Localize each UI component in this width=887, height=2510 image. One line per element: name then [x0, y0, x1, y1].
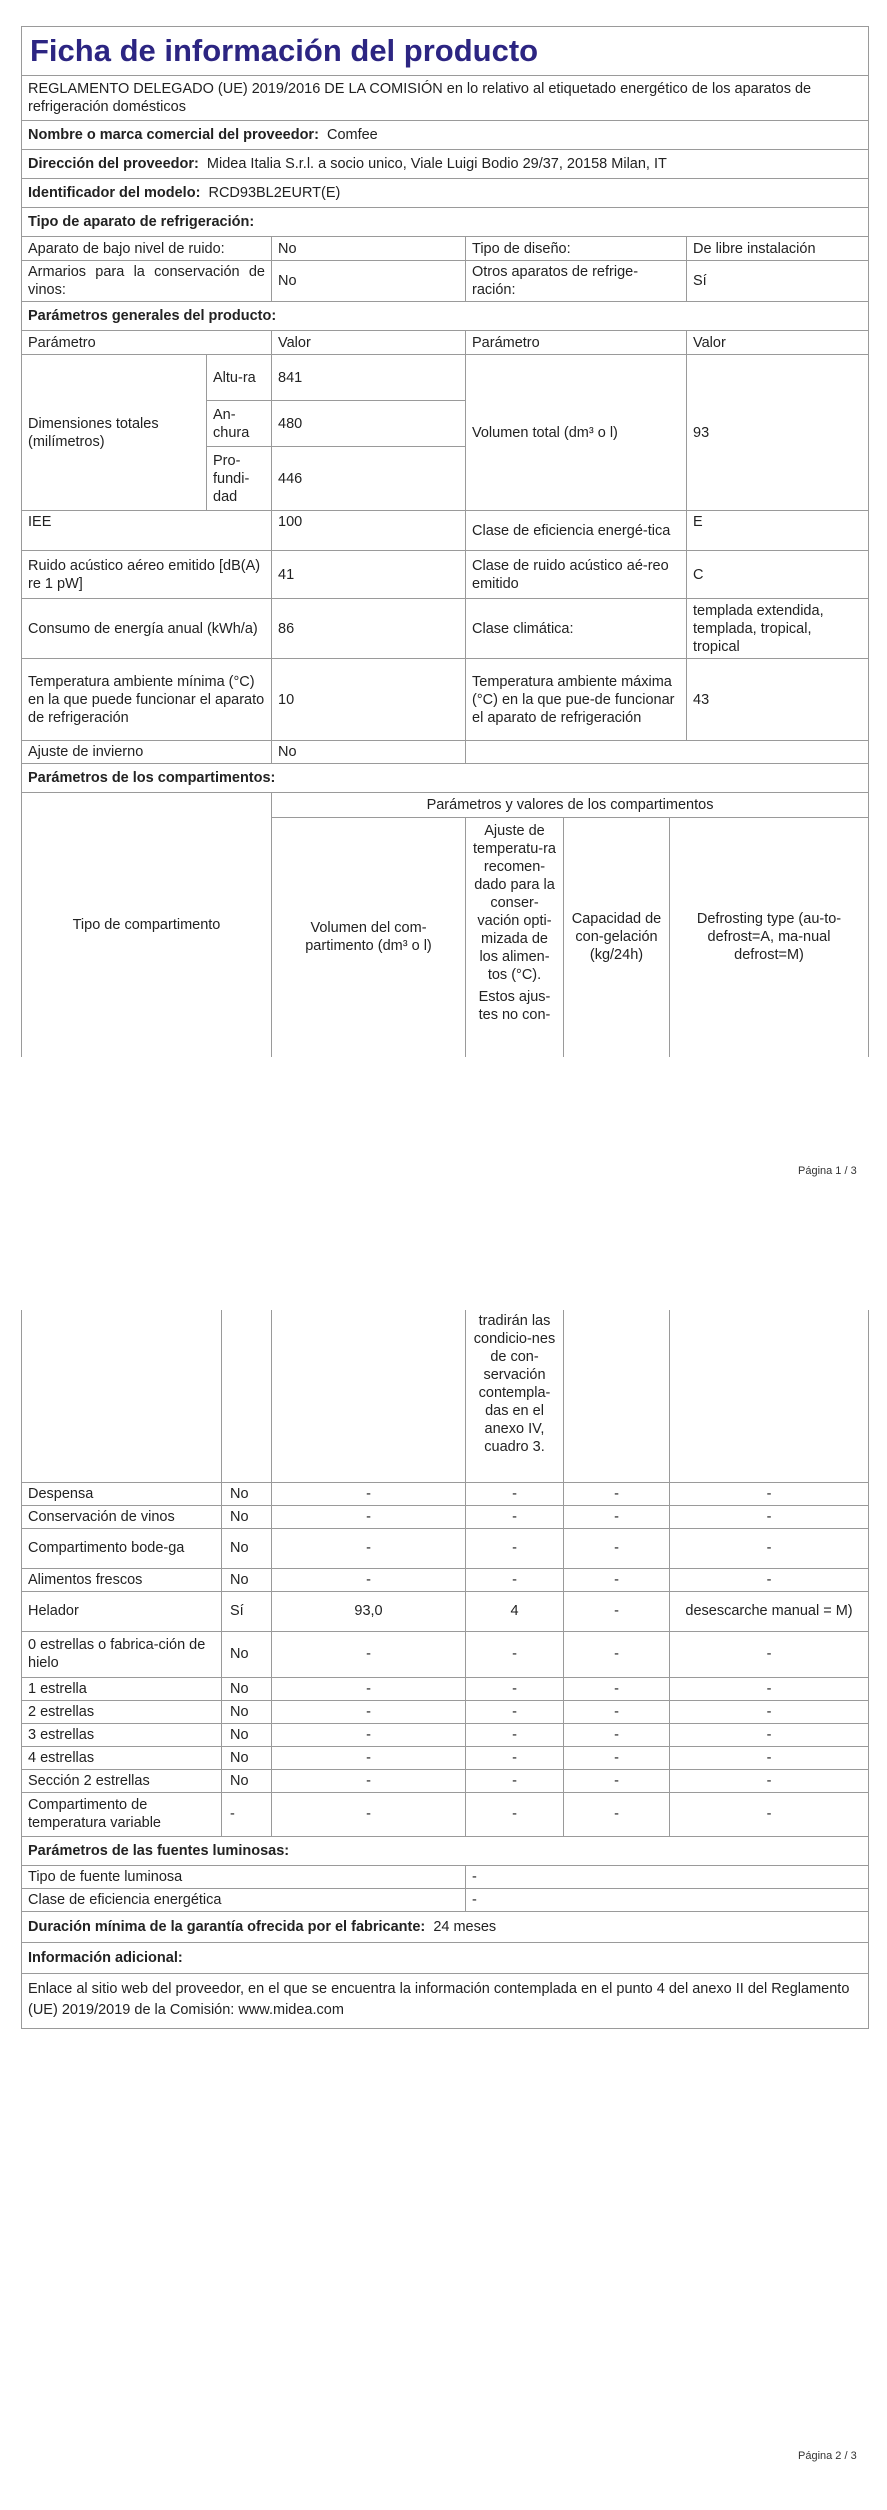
address-row: [22, 150, 869, 179]
comp-freeze: -: [564, 1769, 670, 1792]
table-row: [22, 1631, 869, 1677]
comp-temp: -: [466, 1723, 564, 1746]
light-heading: Parámetros de las fuentes luminosas:: [22, 1837, 869, 1866]
comp-defrost: -: [670, 1677, 869, 1700]
comp-present: No: [222, 1677, 272, 1700]
model-row: [22, 179, 869, 208]
depth-label: Pro-fundi-dad: [207, 447, 272, 511]
comp-temp: -: [466, 1505, 564, 1528]
noise-value: 41: [272, 551, 466, 599]
comp-present: No: [222, 1723, 272, 1746]
comp-defrost: -: [670, 1568, 869, 1591]
comp-defrost: -: [670, 1769, 869, 1792]
comp-temp: -: [466, 1631, 564, 1677]
table-row: [22, 1482, 869, 1505]
regulation-text: REGLAMENTO DELEGADO (UE) 2019/2016 DE LA COMISIÓN en lo relativo al etiquetado energético de los aparatos de refrigeración domésticos: [22, 76, 869, 121]
comp-name: 0 estrellas o fabrica-ción de hielo: [22, 1631, 222, 1677]
col-param-2: Parámetro: [466, 331, 687, 355]
comp-present: Sí: [222, 1591, 272, 1631]
tmax-value: 43: [687, 659, 869, 741]
col-value: Valor: [272, 331, 466, 355]
comp-name: 4 estrellas: [22, 1746, 222, 1769]
additional-text: Enlace al sitio web del proveedor, en el que se encuentra la información contemplada en el punto 4 del anexo II del Reglamento (UE) 2019/2019 de la Comisión: www.midea.com: [22, 1973, 869, 2028]
comp-temp: -: [466, 1792, 564, 1836]
address-value: Midea Italia S.r.l. a socio unico, Viale Luigi Bodio 29/37, 20158 Milan, IT: [206, 156, 667, 172]
tmin-label: Temperatura ambiente mínima (°C) en la que puede funcionar el aparato de refrigeración: [22, 659, 272, 741]
comp-defrost: -: [670, 1528, 869, 1568]
type-heading: Tipo de aparato de refrigeración:: [22, 208, 869, 237]
comp-volume: 93,0: [272, 1591, 466, 1631]
comp-name: Alimentos frescos: [22, 1568, 222, 1591]
table-row: [22, 1723, 869, 1746]
model-value: RCD93BL2EURT(E): [208, 185, 341, 201]
noise-class-value: C: [687, 551, 869, 599]
low-noise-label: Aparato de bajo nivel de ruido:: [22, 237, 272, 261]
comp-name: 2 estrellas: [22, 1700, 222, 1723]
design-label: Tipo de diseño:: [466, 237, 687, 261]
page-1: [21, 26, 868, 1057]
comp-defrost: -: [670, 1700, 869, 1723]
eff-value: E: [687, 511, 869, 551]
noise-label: Ruido acústico aéreo emitido [dB(A) re 1 pW]: [22, 551, 272, 599]
comp-present: No: [222, 1700, 272, 1723]
volume-value: 93: [687, 355, 869, 511]
light-type-value: -: [466, 1865, 869, 1888]
design-value: De libre instalación: [687, 237, 869, 261]
comp-present: No: [222, 1482, 272, 1505]
comp-freeze: -: [564, 1631, 670, 1677]
product-info-table: [21, 26, 869, 793]
tmin-value: 10: [272, 659, 466, 741]
general-heading: Parámetros generales del producto:: [22, 302, 869, 331]
winter-value: No: [272, 741, 466, 764]
comp-defrost: -: [670, 1631, 869, 1677]
energy-value: 86: [272, 599, 466, 659]
iee-label: IEE: [22, 511, 272, 551]
energy-label: Consumo de energía anual (kWh/a): [22, 599, 272, 659]
climate-value: templada extendida, templada, tropical, tropical: [687, 599, 869, 659]
light-class-value: -: [466, 1888, 869, 1911]
comp-temp: -: [466, 1769, 564, 1792]
width-label: An-chura: [207, 401, 272, 447]
compartments-header-table: [21, 793, 869, 1057]
comp-name: Sección 2 estrellas: [22, 1769, 222, 1792]
comp-name: 3 estrellas: [22, 1723, 222, 1746]
comp-volume: -: [272, 1505, 466, 1528]
comp-defrost: -: [670, 1792, 869, 1836]
warranty-value: 24 meses: [433, 1918, 497, 1935]
comp-type-header: Tipo de compartimento: [22, 793, 272, 1057]
col-param: Parámetro: [22, 331, 272, 355]
comp-volume: -: [272, 1677, 466, 1700]
comp-super-header: Parámetros y valores de los compartimentos: [272, 793, 869, 817]
comp-freeze: -: [564, 1591, 670, 1631]
warranty-label: Duración mínima de la garantía ofrecida por el fabricante:: [28, 1918, 426, 1935]
comp-temp-header: [466, 817, 564, 1057]
comp-freeze: -: [564, 1723, 670, 1746]
comp-defrost: -: [670, 1505, 869, 1528]
depth-value: 446: [272, 447, 466, 511]
light-type-label: Tipo de fuente luminosa: [22, 1865, 466, 1888]
brand-value: Comfee: [326, 127, 378, 143]
comp-present: No: [222, 1505, 272, 1528]
comp-temp: -: [466, 1482, 564, 1505]
comp-freeze: -: [564, 1528, 670, 1568]
table-row: [22, 1591, 869, 1631]
comp-freeze: -: [564, 1568, 670, 1591]
brand-label: Nombre o marca comercial del proveedor:: [28, 127, 319, 143]
comp-present: No: [222, 1528, 272, 1568]
comp-defrost: -: [670, 1723, 869, 1746]
comp-defrost: desescarche manual = M): [670, 1591, 869, 1631]
other-value: Sí: [687, 261, 869, 302]
wine-value: No: [272, 261, 466, 302]
table-row: [22, 1677, 869, 1700]
comp-volume: -: [272, 1568, 466, 1591]
iee-value: 100: [272, 511, 466, 551]
table-row: [22, 1568, 869, 1591]
comp-freeze-header: Capacidad de con-gelación (kg/24h): [564, 817, 670, 1057]
comp-name: 1 estrella: [22, 1677, 222, 1700]
tmax-label: Temperatura ambiente máxima (°C) en la que pue-de funcionar el aparato de refrigeración: [466, 659, 687, 741]
table-row: [22, 1769, 869, 1792]
comp-volume: -: [272, 1700, 466, 1723]
light-class-label: Clase de eficiencia energética: [22, 1888, 466, 1911]
light-table: [21, 1837, 869, 2029]
comp-volume: -: [272, 1769, 466, 1792]
table-row: [22, 1528, 869, 1568]
table-row: [22, 1792, 869, 1836]
volume-label: Volumen total (dm³ o l): [466, 355, 687, 511]
page-number-1: Página 1 / 3: [798, 1165, 857, 1177]
warranty-row: [22, 1911, 869, 1942]
comp-present: No: [222, 1746, 272, 1769]
table-row: [22, 1700, 869, 1723]
noise-class-label: Clase de ruido acústico aé-reo emitido: [466, 551, 687, 599]
height-label: Altu-ra: [207, 355, 272, 401]
comp-present: -: [222, 1792, 272, 1836]
comp-defrost-header: Defrosting type (au-to-defrost=A, ma-nual defrost=M): [670, 817, 869, 1057]
eff-label: Clase de eficiencia energé-tica: [466, 511, 687, 551]
table-row: [22, 1505, 869, 1528]
comp-volume: -: [272, 1482, 466, 1505]
comp-freeze: -: [564, 1505, 670, 1528]
dims-label: Dimensiones totales (milímetros): [22, 355, 207, 511]
comp-temp: -: [466, 1528, 564, 1568]
comp-temp: 4: [466, 1591, 564, 1631]
additional-heading: Información adicional:: [22, 1942, 869, 1973]
comp-vol-header: Volumen del com-partimento (dm³ o l): [272, 817, 466, 1057]
comp-freeze: -: [564, 1792, 670, 1836]
comp-temp-note-start: Estos ajus-tes no con-: [478, 988, 551, 1023]
comp-freeze: -: [564, 1746, 670, 1769]
comp-temp-note-cont: tradirán las condicio-nes de con-servación contempla-das en el anexo IV, cuadro 3.: [466, 1310, 564, 1482]
comp-temp: -: [466, 1568, 564, 1591]
wine-label: Armarios para la conservación de vinos:: [22, 261, 272, 302]
address-label: Dirección del proveedor:: [28, 156, 199, 172]
comp-volume: -: [272, 1792, 466, 1836]
height-value: 841: [272, 355, 466, 401]
comp-name: Despensa: [22, 1482, 222, 1505]
compartments-heading: Parámetros de los compartimentos:: [22, 764, 869, 793]
comp-present: No: [222, 1769, 272, 1792]
compartments-table: [21, 1310, 869, 1837]
comp-volume: -: [272, 1746, 466, 1769]
other-label: Otros aparatos de refrige-ración:: [466, 261, 687, 302]
page-title: Ficha de información del producto: [22, 27, 869, 76]
comp-defrost: -: [670, 1482, 869, 1505]
comp-freeze: -: [564, 1700, 670, 1723]
comp-freeze: -: [564, 1677, 670, 1700]
table-row: [22, 1746, 869, 1769]
comp-volume: -: [272, 1528, 466, 1568]
comp-temp: -: [466, 1677, 564, 1700]
low-noise-value: No: [272, 237, 466, 261]
col-value-2: Valor: [687, 331, 869, 355]
comp-defrost: -: [670, 1746, 869, 1769]
comp-volume: -: [272, 1631, 466, 1677]
page-number-2: Página 2 / 3: [798, 2450, 857, 2462]
comp-temp: -: [466, 1746, 564, 1769]
page-2: [21, 1310, 868, 2029]
comp-temp: -: [466, 1700, 564, 1723]
comp-name: Compartimento de temperatura variable: [22, 1792, 222, 1836]
comp-name: Helador: [22, 1591, 222, 1631]
comp-freeze: -: [564, 1482, 670, 1505]
comp-present: No: [222, 1568, 272, 1591]
climate-label: Clase climática:: [466, 599, 687, 659]
comp-present: No: [222, 1631, 272, 1677]
comp-volume: -: [272, 1723, 466, 1746]
brand-row: [22, 121, 869, 150]
comp-name: Conservación de vinos: [22, 1505, 222, 1528]
winter-label: Ajuste de invierno: [22, 741, 272, 764]
comp-name: Compartimento bode-ga: [22, 1528, 222, 1568]
width-value: 480: [272, 401, 466, 447]
model-label: Identificador del modelo:: [28, 185, 201, 201]
comp-temp-text: Ajuste de temperatu-ra recomen-dado para la conser-vación opti-mizada de los alimen-tos (°C).: [472, 822, 556, 983]
